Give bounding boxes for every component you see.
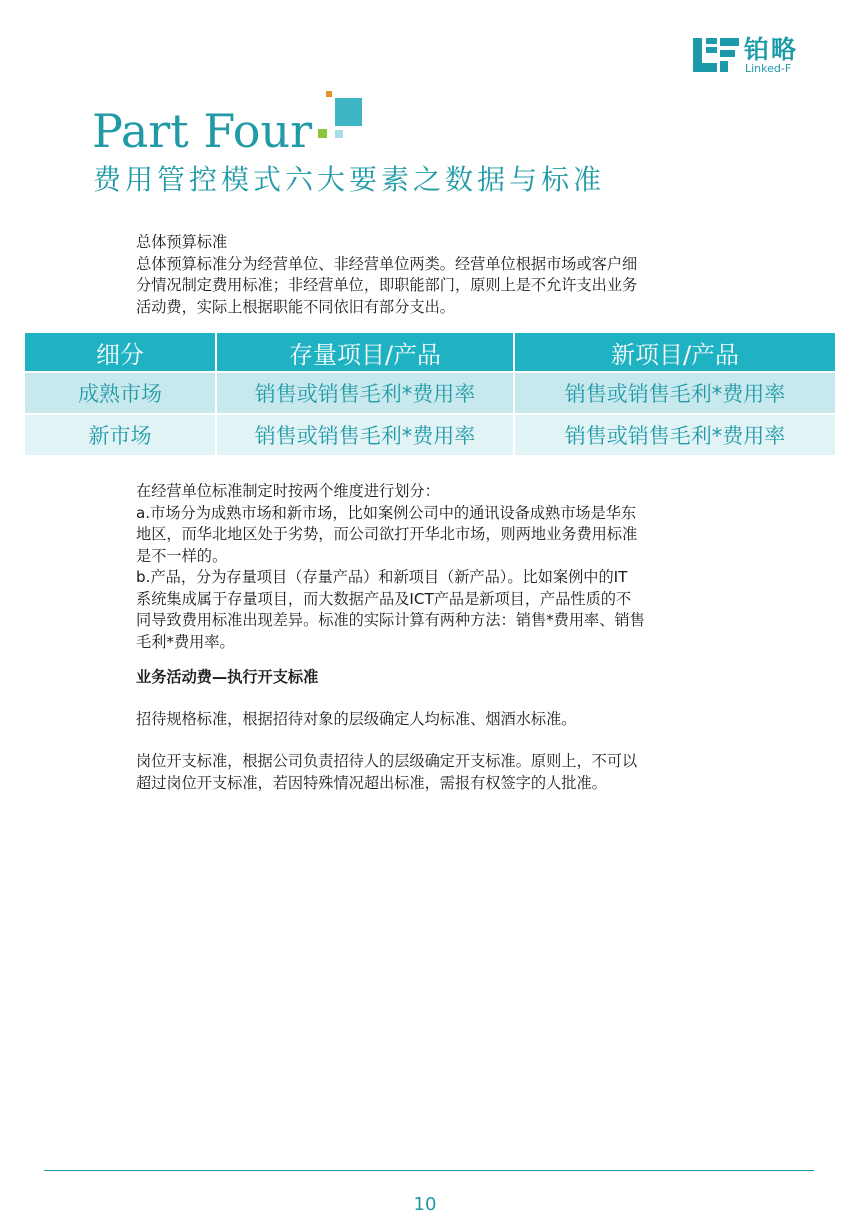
part-title: Part Four	[92, 104, 313, 158]
table-row	[25, 415, 835, 457]
table-cell: 销售或销售毛利*费用率	[515, 415, 835, 457]
standards-table	[25, 333, 835, 457]
dimensions-line: 毛利*费用率。	[136, 632, 235, 651]
reception-standard-text: 招待规格标准，根据招待对象的层级确定人均标准、烟酒水标准。	[136, 710, 577, 728]
deco-square-teal	[335, 98, 362, 126]
deco-square-orange	[326, 91, 332, 97]
dimensions-line: 在经营单位标准制定时按两个维度进行划分：	[136, 482, 440, 500]
dimensions-line: 系统集成属于存量项目，而大数据产品及ICT产品是新项目，产品性质的不	[136, 589, 632, 608]
table-header-cell: 细分	[25, 333, 217, 373]
dimensions-line: a.市场分为成熟市场和新市场，比如案例公司中的通讯设备成熟市场是华东	[136, 503, 637, 522]
intro-line: 活动费，实际上根据职能不同依旧有部分支出。	[136, 297, 455, 316]
table-header-cell: 新项目/产品	[515, 333, 835, 373]
table-cell: 成熟市场	[25, 373, 217, 415]
brand-logo	[693, 36, 813, 76]
intro-paragraph	[136, 232, 736, 318]
dimensions-line: 是不一样的。	[136, 546, 228, 565]
table-row	[25, 373, 835, 415]
table-header-row	[25, 333, 835, 373]
position-standard-line: 超过岗位开支标准，若因特殊情况超出标准，需报有权签字的人批准。	[136, 773, 607, 792]
activity-heading: 业务活动费—执行开支标准	[136, 668, 319, 686]
table-cell: 销售或销售毛利*费用率	[217, 415, 515, 457]
brand-logo-icon	[693, 36, 739, 74]
deco-square-green	[318, 129, 327, 138]
dimensions-line: 同导致费用标准出现差异。标准的实际计算有两种方法：销售*费用率、销售	[136, 611, 645, 629]
deco-square-light	[335, 130, 343, 138]
dimensions-line: b.产品，分为存量项目（存量产品）和新项目（新产品）。比如案例中的IT	[136, 568, 628, 586]
dimensions-paragraph	[136, 481, 736, 653]
table-header-cell: 存量项目/产品	[217, 333, 515, 373]
page-subtitle: 费用管控模式六大要素之数据与标准	[93, 163, 606, 196]
footer-divider	[44, 1170, 814, 1171]
position-standard-paragraph	[136, 751, 736, 794]
table-cell: 销售或销售毛利*费用率	[515, 373, 835, 415]
brand-name-en: Linked-F	[745, 62, 792, 75]
page-number: 10	[413, 1194, 437, 1215]
table-cell: 新市场	[25, 415, 217, 457]
intro-line: 分情况制定费用标准；非经营单位，即职能部门，原则上是不允许支出业务	[136, 276, 638, 294]
table-cell: 销售或销售毛利*费用率	[217, 373, 515, 415]
position-standard-line: 岗位开支标准，根据公司负责招待人的层级确定开支标准。原则上，不可以	[136, 752, 638, 770]
intro-heading: 总体预算标准	[136, 233, 228, 251]
intro-line: 总体预算标准分为经营单位、非经营单位两类。经营单位根据市场或客户细	[136, 254, 638, 273]
dimensions-line: 地区，而华北地区处于劣势，而公司欲打开华北市场，则两地业务费用标准	[136, 525, 638, 543]
brand-name-cn: 铂略	[744, 35, 799, 64]
